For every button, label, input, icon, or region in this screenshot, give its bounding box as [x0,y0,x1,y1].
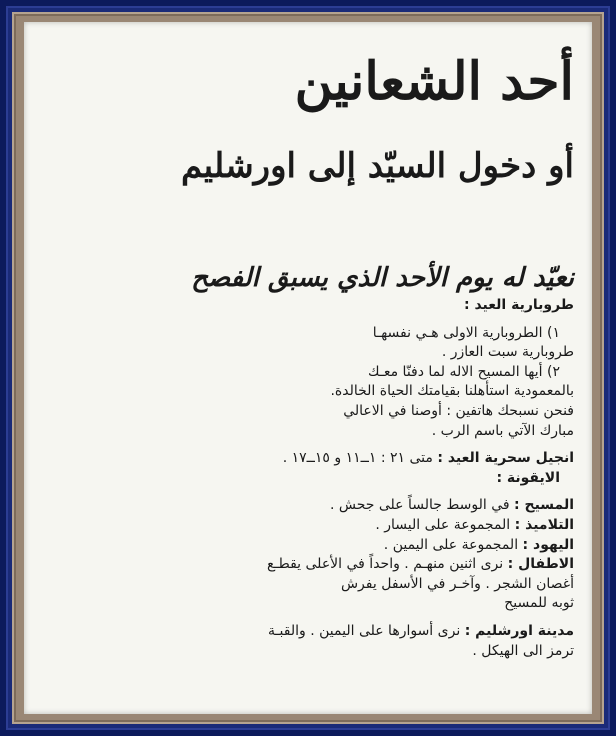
scanned-page [24,22,592,714]
icon-entry-text: نرى أسوارها على اليمين . والقبـة [267,622,461,639]
icon-entry [44,622,574,642]
icon-entry-label: اليهود : [522,536,574,553]
page-title: أحد الشعانين [294,51,574,112]
section-heading: نعيّد له يوم الأحد الذي يسبق الفصح [191,263,574,293]
icon-entry-text: نرى اثنين منهـم . واحداً في الأعلى يقطـع [267,556,504,573]
troparia-line: ١) الطروبارية الاولى هـي نفسهـا [372,324,560,341]
troparia-line: مبارك الآتي باسم الرب . [431,422,574,439]
gospel-reference: متى ٢١ : ١ــ١١ و ١٥ــ١٧ . [282,450,433,467]
troparia-line: فنحن نسبحك هاتفين : أوصنا في الاعالي [343,402,574,419]
icon-entry-continuation: ترمز الى الهيكل . [472,642,574,659]
icon-entry-label: المسيح : [514,497,574,514]
gospel-line [44,449,574,469]
icon-entry-label: التلاميذ : [514,516,574,533]
icon-entry-label: مدينة اورشليم : [464,622,574,639]
icon-entry [44,536,574,556]
troparia-line: بالمعمودية استأهلنا بقيامتك الحياة الخالدة. [330,383,574,400]
icon-entry-continuation: ثوبه للمسيح [504,595,574,612]
icon-entry [44,496,574,516]
icon-entry-text: المجموعة على اليسار . [375,516,511,533]
troparia-line: ٢) أيها المسيح الاله لما دفنّا معـك [367,363,560,380]
gospel-label: انجيل سحرية العيد : [437,450,574,467]
icon-entry-text: المجموعة على اليمين . [383,536,519,553]
troparia-line: طروبارية سبت العازر . [441,344,574,361]
icon-entry [44,516,574,536]
icon-entry [44,555,574,575]
icon-entry-label: الاطفال : [507,556,574,573]
icon-section-label: الايقونة : [496,469,560,486]
document-body [44,296,574,661]
icon-entry-text: في الوسط جالساً على جحش . [329,497,510,514]
icon-entry-continuation: أغصان الشجر . وآخـر في الأسفل يفرش [340,575,574,592]
troparia-label: طروبارية العيد : [463,297,574,313]
page-subtitle: أو دخول السيّد إلى اورشليم [181,146,574,186]
